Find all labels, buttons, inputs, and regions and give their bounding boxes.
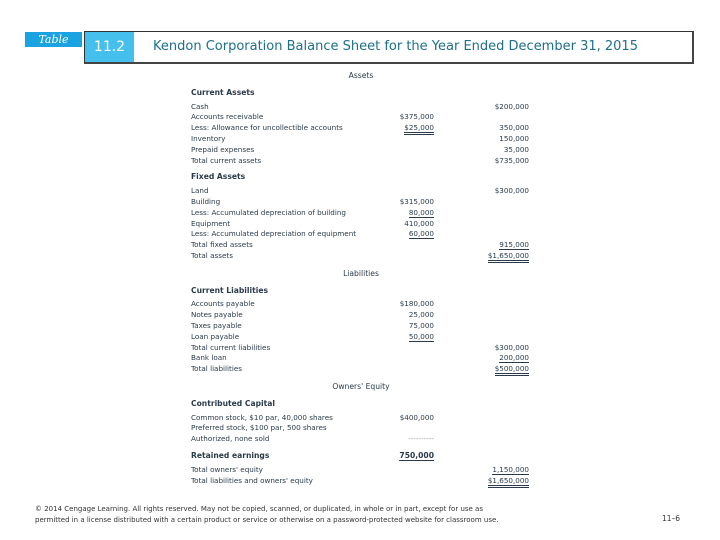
total-amount: 150,000	[499, 133, 529, 143]
line-item	[191, 413, 531, 424]
line-item-label: Total current assets	[191, 155, 262, 165]
line-item-label: Preferred stock, $100 par, 500 shares	[191, 423, 327, 433]
line-item-label: Total liabilities	[191, 364, 243, 374]
line-item	[191, 476, 531, 487]
line-item-label: Notes payable	[191, 310, 243, 320]
line-item-label: Less: Accumulated depreciation of equipment	[191, 229, 357, 239]
line-item	[191, 251, 531, 262]
section-heading	[191, 88, 531, 99]
line-item	[191, 434, 531, 445]
section-heading	[191, 286, 531, 297]
line-item	[191, 240, 531, 251]
line-item-label: Total liabilities and owners' equity	[191, 475, 313, 485]
line-item	[191, 123, 531, 134]
line-item	[191, 145, 531, 156]
subtotal-amount: 750,000	[399, 450, 434, 460]
line-item-label: Taxes payable	[191, 320, 242, 330]
line-item	[191, 229, 531, 240]
line-item	[191, 102, 531, 113]
line-item-label: Total owners' equity	[191, 464, 263, 474]
subtotal-amount: 50,000	[408, 331, 434, 341]
balance-sheet	[191, 71, 531, 486]
total-amount: 35,000	[503, 144, 529, 154]
total-amount: $200,000	[494, 101, 529, 111]
line-item	[191, 134, 531, 145]
line-item-label: Retained earnings	[191, 450, 270, 460]
line-item-label: Assets	[348, 71, 374, 80]
line-item	[191, 186, 531, 197]
subtotal-amount: 80,000	[408, 207, 434, 217]
line-item	[191, 353, 531, 364]
copyright-line-2: permitted in a license distributed with a certain product or service or otherwise on a password-protected website for classroom use.	[35, 515, 499, 524]
line-item-label: Inventory	[191, 133, 226, 143]
total-amount: 915,000	[499, 240, 529, 250]
total-amount: 350,000	[499, 123, 529, 133]
total-amount: $1,650,000	[488, 476, 529, 488]
table-number: 11.2	[85, 32, 134, 62]
line-item-label: Accounts receivable	[191, 112, 264, 122]
total-amount: $1,650,000	[488, 251, 529, 263]
line-item	[191, 321, 531, 332]
table-tab-label: Table	[25, 32, 82, 47]
line-item-label: Equipment	[191, 218, 231, 228]
line-item-label: Building	[191, 196, 221, 206]
line-item-label: Current Liabilities	[191, 285, 269, 295]
line-item-label: Liabilities	[343, 268, 379, 278]
section-heading	[191, 399, 531, 410]
subtotal-amount: $375,000	[399, 112, 434, 122]
subtotal-amount: $315,000	[399, 196, 434, 206]
line-item	[191, 299, 531, 310]
line-item-label: Owners' Equity	[332, 381, 390, 391]
line-item-label: Total assets	[191, 250, 233, 260]
line-item-label: Less: Accumulated depreciation of building	[191, 207, 346, 217]
line-item	[191, 310, 531, 321]
page-number: 11–6	[662, 514, 681, 523]
line-item-label: Contributed Capital	[191, 398, 275, 408]
line-item-label: Authorized, none sold	[191, 434, 270, 444]
line-item-label: Bank loan	[191, 353, 227, 363]
line-item-label: Loan payable	[191, 331, 240, 341]
line-item	[191, 364, 531, 375]
section-heading	[191, 172, 531, 183]
line-item-label: Land	[191, 186, 209, 196]
subtotal-amount: 25,000	[408, 310, 434, 320]
total-amount: $300,000	[494, 342, 529, 352]
subtotal-amount: $400,000	[399, 412, 434, 422]
subtotal-amount: $180,000	[399, 299, 434, 309]
line-item-label: Prepaid expenses	[191, 144, 255, 154]
line-item-label: Common stock, $10 par, 40,000 shares	[191, 412, 333, 422]
sheet-heading	[191, 269, 531, 280]
total-amount: $735,000	[494, 155, 529, 165]
copyright-line-1: © 2014 Cengage Learning. All rights reserved. May not be copied, scanned, or duplicated, in whole or in part, except for use as	[35, 505, 483, 513]
sheet-heading	[191, 382, 531, 393]
line-item-label: Total fixed assets	[191, 240, 253, 250]
line-item-label: Accounts payable	[191, 299, 255, 309]
line-item	[191, 332, 531, 343]
line-item-label: Fixed Assets	[191, 172, 246, 182]
subtotal-amount: 410,000	[404, 218, 434, 228]
line-item	[191, 197, 531, 208]
total-amount: $300,000	[494, 186, 529, 196]
line-item	[191, 208, 531, 219]
table-title: Kendon Corporation Balance Sheet for the Year Ended December 31, 2015	[153, 39, 638, 54]
total-amount: 1,150,000	[492, 464, 529, 474]
line-item-label: Current Assets	[191, 87, 255, 97]
line-item	[191, 423, 531, 434]
line-item	[191, 112, 531, 123]
table-header	[84, 31, 694, 64]
sheet-heading	[191, 71, 531, 82]
line-item-label: Total current liabilities	[191, 342, 271, 352]
line-item-label: Less: Allowance for uncollectible accounts	[191, 123, 343, 133]
line-item-label: Cash	[191, 101, 209, 111]
subtotal-amount: 60,000	[408, 229, 434, 239]
subtotal-amount: ----------	[408, 434, 434, 444]
line-item	[191, 465, 531, 476]
line-item	[191, 219, 531, 230]
total-amount: 200,000	[499, 353, 529, 363]
copyright-notice	[35, 504, 499, 525]
section-heading	[191, 451, 531, 462]
line-item	[191, 156, 531, 167]
subtotal-amount: 75,000	[408, 320, 434, 330]
subtotal-amount: $25,000	[404, 123, 434, 135]
line-item	[191, 343, 531, 354]
total-amount: $500,000	[495, 364, 529, 376]
